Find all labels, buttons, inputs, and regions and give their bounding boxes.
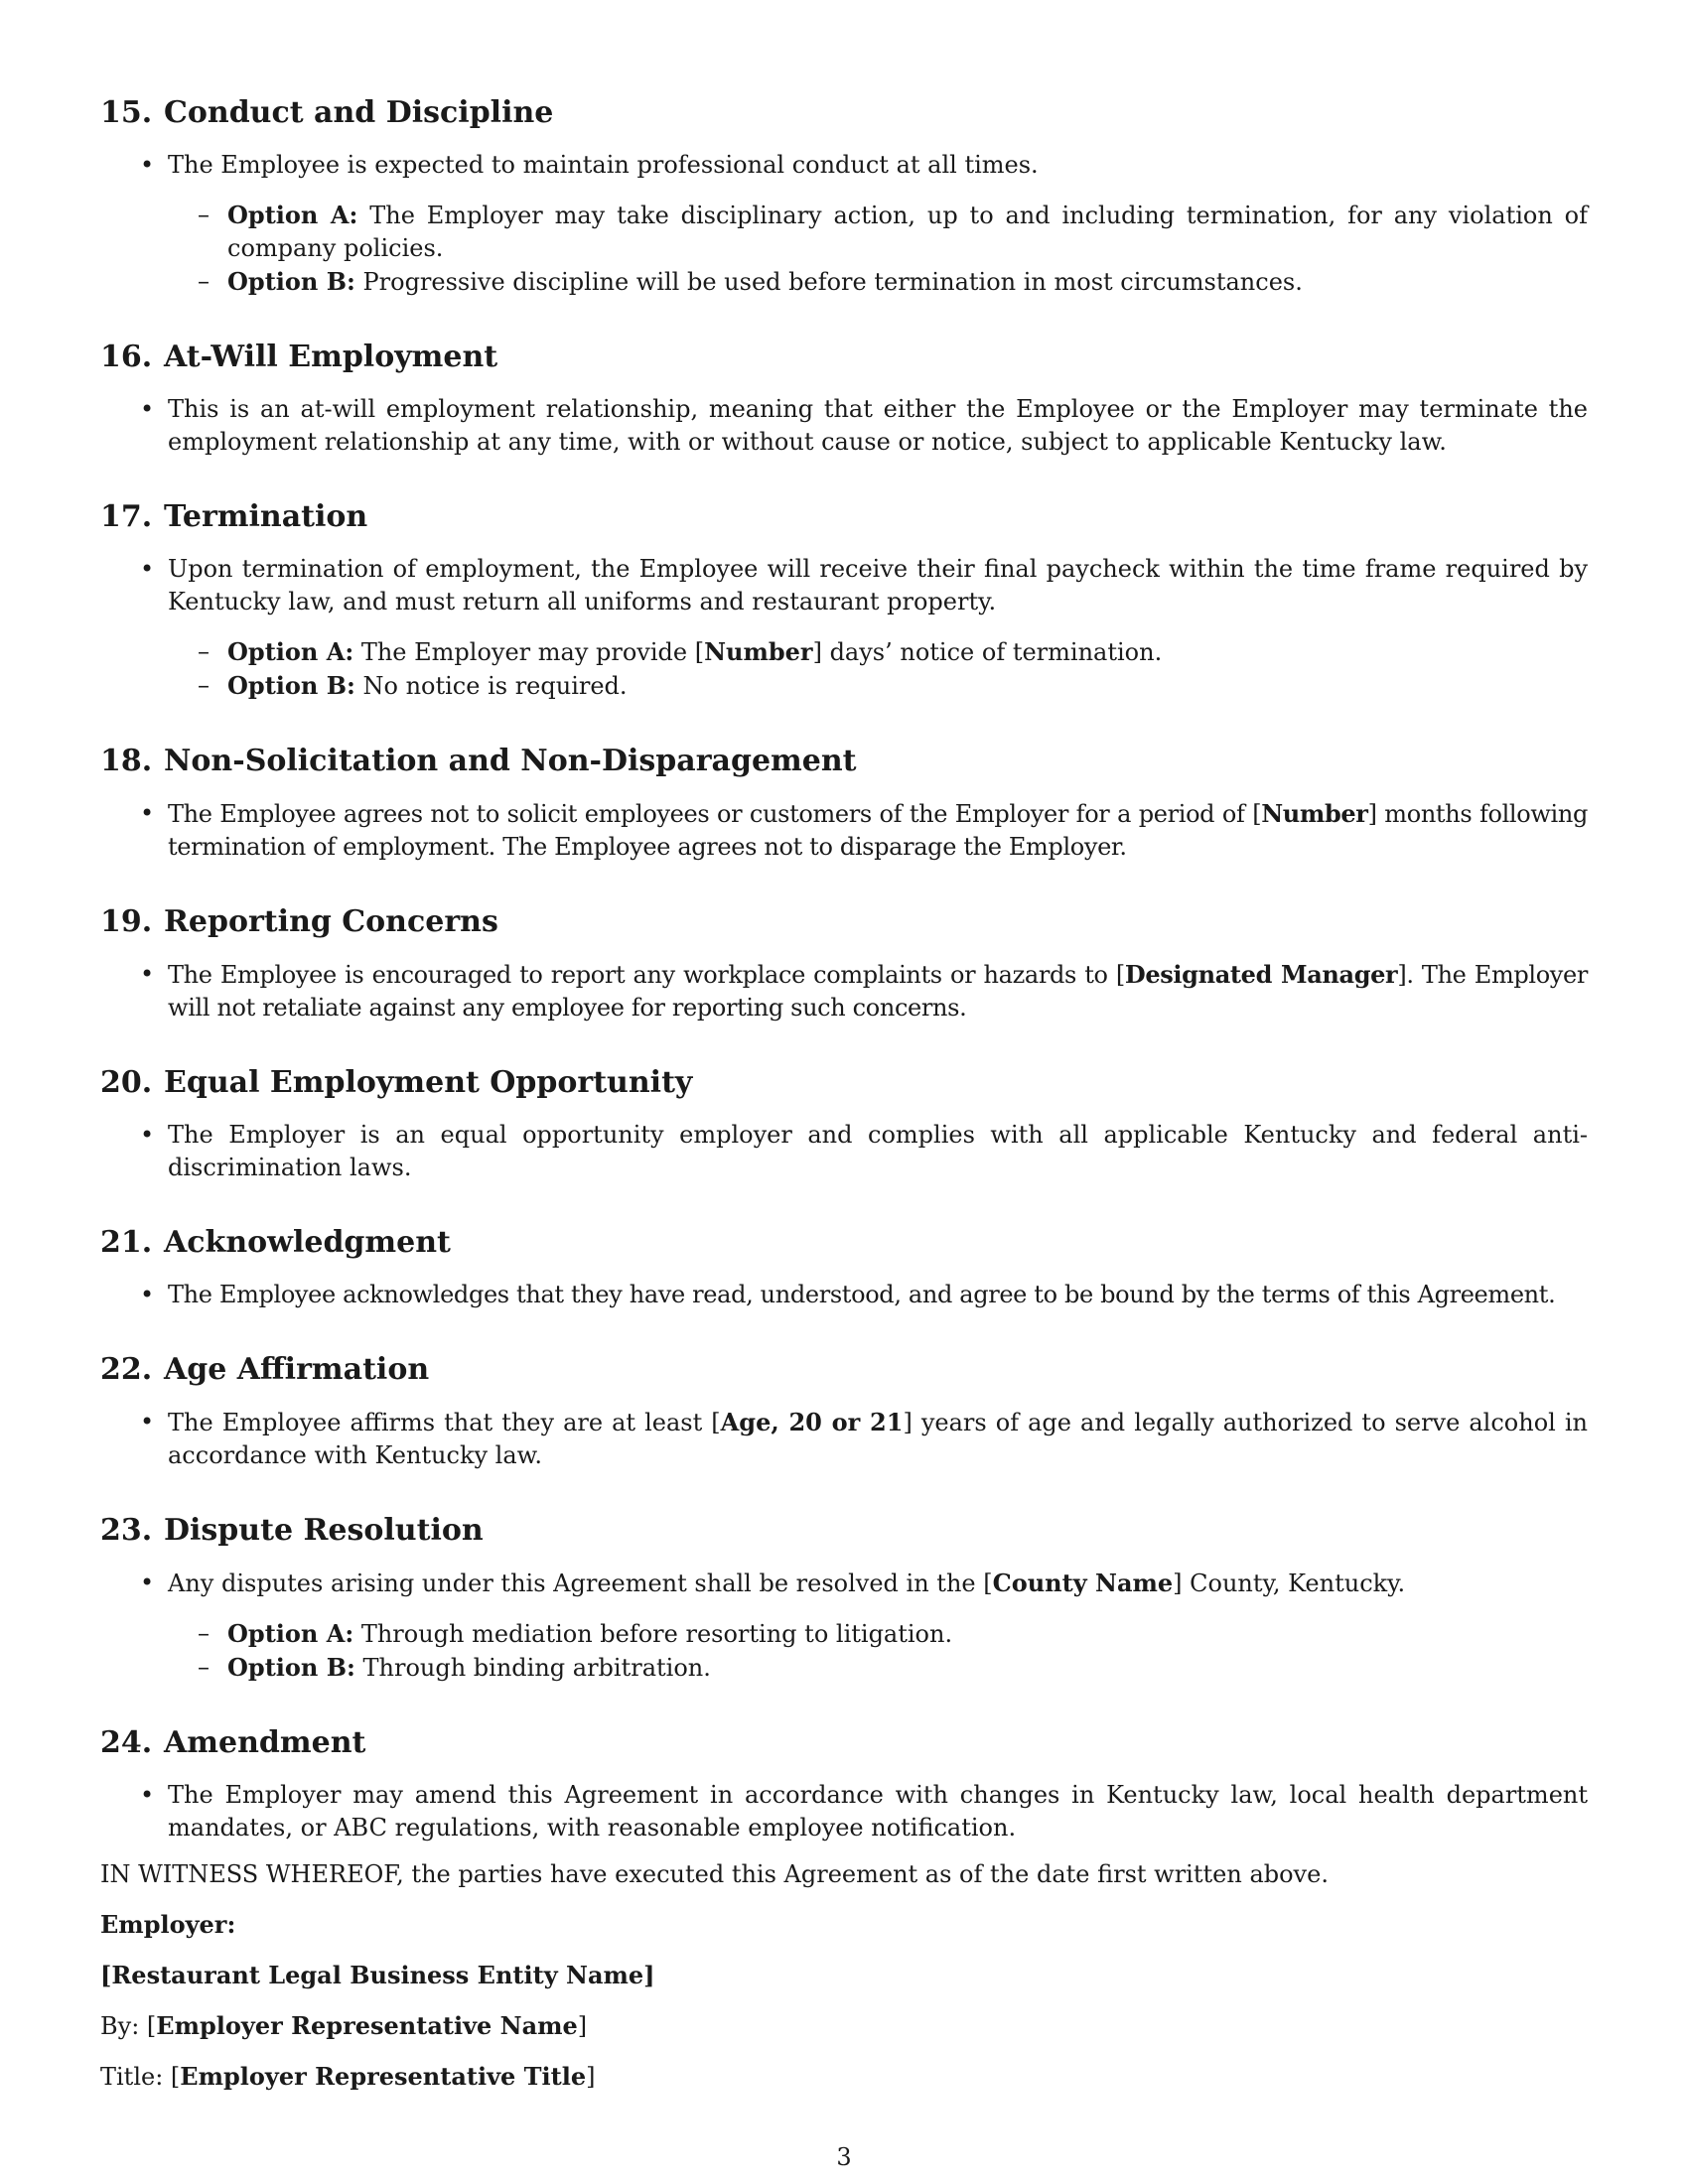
section-heading: 22. Age Affirmation — [100, 1352, 430, 1387]
option-item: – Option B: Progressive discipline will be used before termination in most circumstances. — [198, 267, 1303, 296]
section-title: Dispute Resolution — [164, 1513, 484, 1548]
section-18 — [100, 740, 1588, 864]
section-heading: 18. Non-Solicitation and Non-Disparagement — [100, 744, 857, 778]
section-23 — [100, 1509, 1588, 1685]
placeholder-field: Designated Manager — [1124, 960, 1398, 989]
bullet-icon: • — [140, 555, 155, 583]
option-label: Option A: — [227, 1619, 354, 1648]
bullet-icon: • — [140, 1781, 155, 1809]
witness-statement: IN WITNESS WHEREOF, the parties have executed this Agreement as of the date first written above. — [100, 1860, 1329, 1888]
section-16 — [100, 336, 1588, 459]
option-label: Option B: — [227, 671, 355, 700]
signature-block — [100, 1858, 1588, 2094]
placeholder-field: Employer Representative Title — [180, 2062, 587, 2091]
placeholder-field: Age, 20 or 21 — [720, 1408, 904, 1436]
section-20 — [100, 1061, 1588, 1184]
placeholder-field: Number — [1261, 799, 1368, 828]
section-22 — [100, 1348, 1588, 1472]
section-heading: 21. Acknowledgment — [100, 1225, 451, 1260]
option-item: – Option A: Through mediation before resorting to litigation. — [198, 1619, 953, 1648]
option-item: – Option A: The Employer may take disciplinary action, up to and including termination, for any violation of company policies. — [198, 201, 1588, 262]
bullet-item: • The Employer is an equal opportunity employer and complies with all applicable Kentucky and federal anti-discrimination laws. — [140, 1121, 1588, 1181]
dash-icon: – — [198, 201, 210, 228]
option-item: – Option B: Through binding arbitration. — [198, 1653, 711, 1682]
placeholder-field: Employer Representative Name — [156, 2011, 578, 2040]
section-17 — [100, 495, 1588, 703]
bullet-item: • This is an at-will employment relationship, meaning that either the Employee or the Employer may terminate the employment relationship at any time, with or without cause or notice, subject to applicable Kentucky law. — [140, 395, 1588, 456]
bullet-icon: • — [140, 1408, 155, 1435]
section-heading: 20. Equal Employment Opportunity — [100, 1065, 693, 1100]
section-title: At-Will Employment — [164, 340, 498, 374]
dash-icon: – — [198, 267, 210, 295]
bullet-item: • The Employee is expected to maintain professional conduct at all times. — [100, 149, 1588, 182]
bullet-item: • The Employee agrees not to solicit employees or customers of the Employer for a period of [Number] months following termination of employment. The Employee agrees not to disparage the Employer. — [140, 799, 1589, 861]
employer-label: Employer: — [100, 1910, 236, 1939]
bullet-icon: • — [140, 1281, 154, 1308]
section-title: Reporting Concerns — [164, 904, 498, 939]
title-line: Title: [Employer Representative Title] — [100, 2062, 596, 2091]
section-24 — [100, 1721, 1588, 1844]
dash-icon: – — [198, 637, 210, 665]
option-item: – Option A: The Employer may provide [Number] days’ notice of termination. — [198, 637, 1163, 666]
dash-icon: – — [198, 1653, 210, 1681]
by-line: By: [Employer Representative Name] — [100, 2011, 588, 2040]
bullet-icon: • — [140, 799, 154, 827]
section-21 — [100, 1221, 1588, 1311]
bullet-item: • The Employee acknowledges that they have read, understood, and agree to be bound by the terms of this Agreement. — [100, 1279, 1588, 1311]
section-title: Acknowledgment — [164, 1225, 451, 1260]
section-title: Termination — [164, 499, 368, 534]
bullet-icon: • — [140, 395, 155, 423]
page-number: 3 — [836, 2143, 852, 2171]
bullet-item: • The Employee is encouraged to report any workplace complaints or hazards to [Designated Manager]. The Employer will not retaliate against any employee for reporting such concerns. — [140, 960, 1588, 1022]
bullet-icon: • — [140, 1121, 155, 1149]
bullet-item: • Any disputes arising under this Agreement shall be resolved in the [County Name] County, Kentucky. — [140, 1569, 1406, 1597]
bullet-icon: • — [140, 1569, 155, 1596]
section-heading: 17. Termination — [100, 499, 368, 534]
option-label: Option B: — [227, 1653, 355, 1682]
section-title: Non-Solicitation and Non-Disparagement — [164, 744, 857, 778]
dash-icon: – — [198, 671, 210, 699]
entity-name-line: [Restaurant Legal Business Entity Name] — [100, 1961, 655, 1989]
placeholder-field: Number — [704, 637, 813, 666]
bullet-icon: • — [140, 960, 154, 988]
placeholder-field: Restaurant Legal Business Entity Name — [111, 1961, 644, 1989]
placeholder-field: County Name — [992, 1569, 1174, 1597]
section-title: Amendment — [164, 1725, 366, 1760]
option-label: Option B: — [227, 267, 355, 296]
document-page — [100, 91, 1588, 2111]
bullet-item: • Upon termination of employment, the Employee will receive their final paycheck within the time frame required by Kentucky law, and must return all uniforms and restaurant property. — [140, 555, 1588, 615]
section-heading: 24. Amendment — [100, 1725, 366, 1760]
section-heading: 16. At-Will Employment — [100, 340, 498, 374]
section-title: Equal Employment Opportunity — [164, 1065, 693, 1100]
section-title: Conduct and Discipline — [164, 95, 554, 130]
section-heading: 19. Reporting Concerns — [100, 904, 498, 939]
option-label: Option A: — [227, 201, 358, 229]
bullet-item: • The Employer may amend this Agreement in accordance with changes in Kentucky law, local health department mandates, or ABC regulations, with reasonable employee notification. — [140, 1781, 1588, 1842]
section-19 — [100, 900, 1588, 1024]
dash-icon: – — [198, 1619, 210, 1647]
option-item: – Option B: No notice is required. — [198, 671, 628, 700]
bullet-item: • The Employee affirms that they are at least [Age, 20 or 21] years of age and legally authorized to serve alcohol in accordance with Kentucky law. — [140, 1408, 1588, 1469]
section-15 — [100, 91, 1588, 299]
section-heading: 15. Conduct and Discipline — [100, 95, 554, 130]
bullet-icon: • — [140, 151, 155, 179]
option-label: Option A: — [227, 637, 354, 666]
section-heading: 23. Dispute Resolution — [100, 1513, 484, 1548]
section-title: Age Affirmation — [164, 1352, 430, 1387]
